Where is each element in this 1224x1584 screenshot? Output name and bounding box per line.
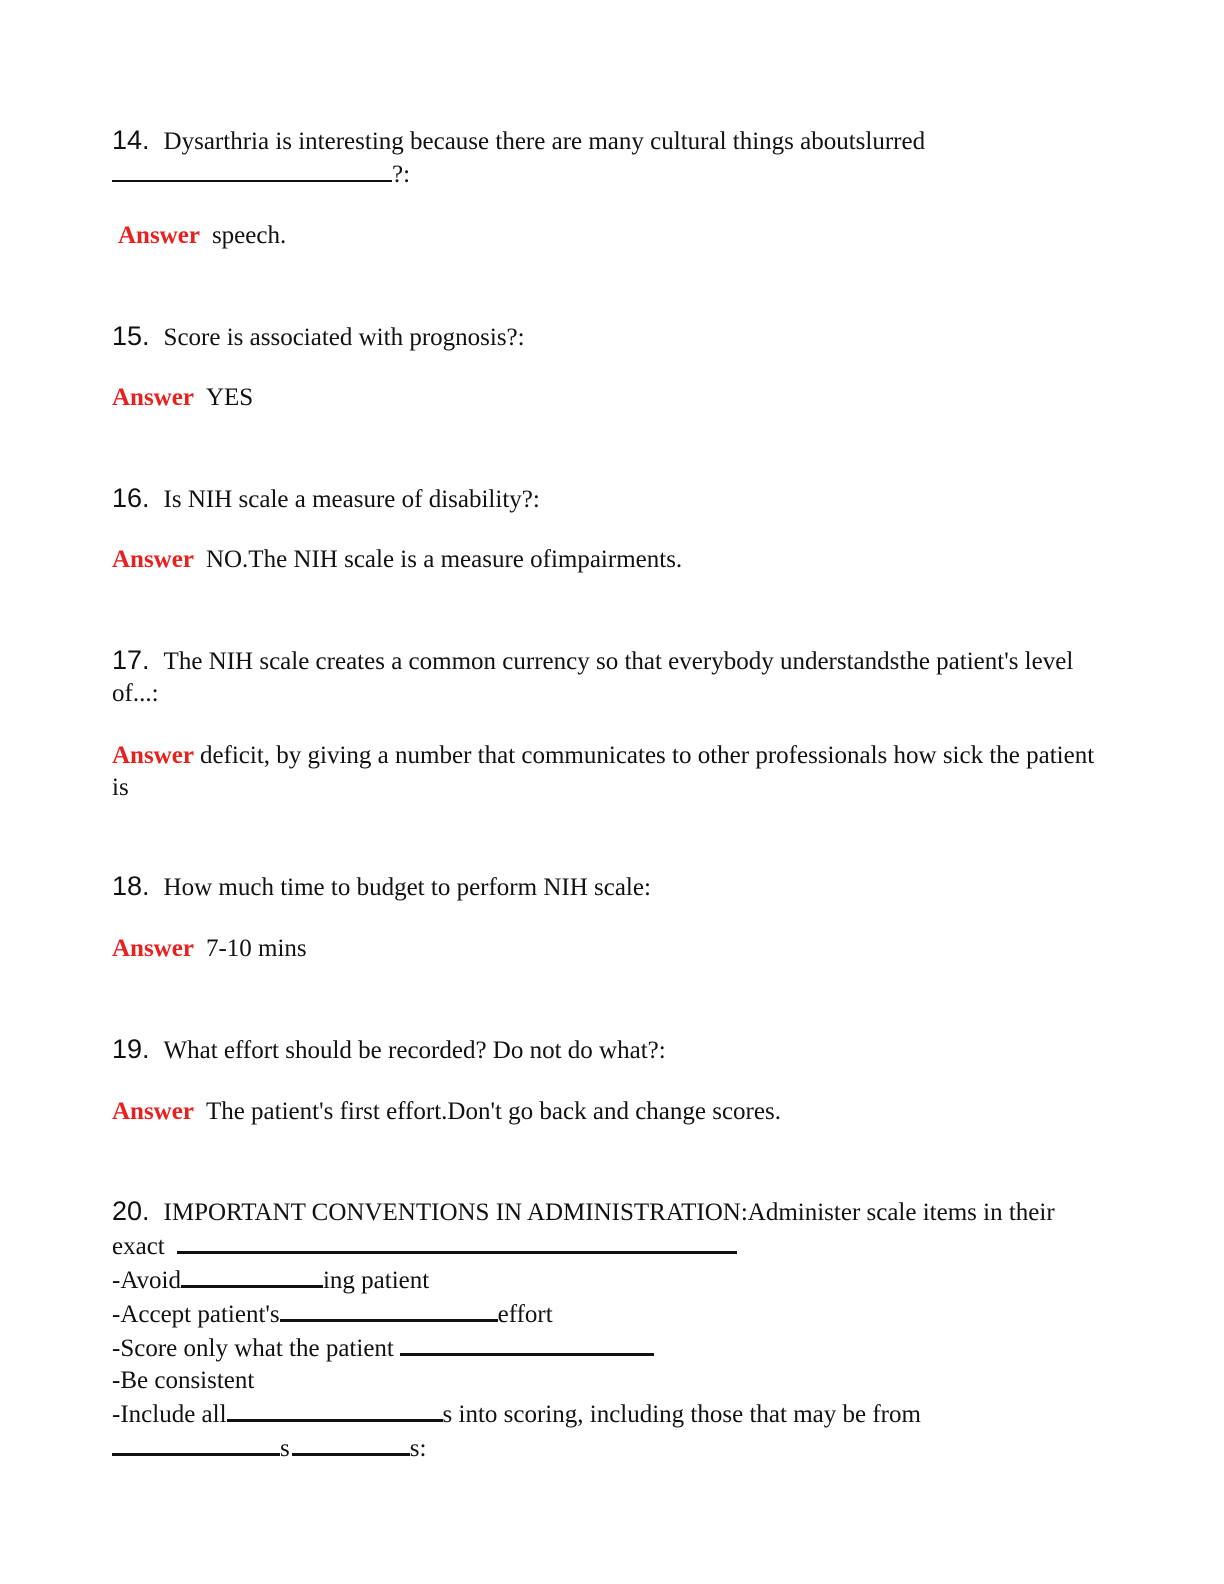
fill-blank: [177, 1229, 737, 1254]
fill-blank: [181, 1263, 323, 1288]
fill-blank: [227, 1397, 443, 1422]
question-19: [112, 1033, 1112, 1067]
question-text: Score is associated with prognosis?:: [163, 324, 525, 351]
answer-16: [112, 544, 1112, 576]
convention-line: [112, 1397, 1112, 1431]
line-text: -Include all: [112, 1401, 227, 1428]
answer-text: The patient's first effort.Don't go back and change scores.: [205, 1098, 781, 1125]
line-text: ing patient: [322, 1267, 430, 1294]
line-text: -Score only what the patient: [112, 1335, 394, 1362]
question-16: [112, 482, 1112, 516]
question-number: 18.: [112, 871, 150, 901]
answer-19: [112, 1096, 1112, 1128]
line-text: effort: [497, 1301, 553, 1328]
convention-line: [112, 1297, 1112, 1331]
answer-label: Answer: [112, 384, 194, 411]
answer-label: Answer: [112, 935, 194, 962]
answer-18: [112, 933, 1112, 965]
line-text: -Avoid: [112, 1267, 181, 1294]
question-14: [112, 124, 1112, 191]
answer-text: deficit, by giving a number that communicates to other professionals how sick the patient is: [112, 742, 1095, 801]
convention-line: [112, 1263, 1112, 1297]
fill-blank: [292, 1431, 410, 1456]
question-number: 19.: [112, 1034, 150, 1064]
answer-15: [112, 382, 1112, 414]
convention-line: [112, 1431, 1112, 1465]
line-text: s: [280, 1435, 290, 1462]
answer-17: [112, 740, 1102, 804]
convention-line: [112, 1365, 1112, 1397]
line-text: s into scoring, including those that may be from: [442, 1401, 921, 1428]
answer-label: Answer: [118, 222, 200, 249]
answer-text: YES: [205, 384, 254, 411]
fill-blank: [400, 1331, 654, 1356]
question-18: [112, 870, 1112, 904]
answer-label: Answer: [112, 546, 194, 573]
answer-14: [118, 220, 1118, 252]
answer-text: NO.The NIH scale is a measure ofimpairments.: [205, 546, 683, 573]
question-text: The NIH scale creates a common currency so that everybody understandsthe patient's level of...:: [112, 648, 1074, 707]
fill-blank: [112, 1431, 280, 1456]
question-text: Is NIH scale a measure of disability?:: [163, 486, 540, 513]
question-heading: IMPORTANT CONVENTIONS IN ADMINISTRATION:Administer scale items in their exact: [112, 1199, 1055, 1260]
question-20: [112, 1195, 1112, 1465]
question-text: Dysarthria is interesting because there are many cultural things aboutslurred: [163, 128, 926, 155]
question-number: 15.: [112, 321, 150, 351]
convention-line: [112, 1331, 1112, 1365]
answer-text: speech.: [211, 222, 287, 249]
question-text: How much time to budget to perform NIH scale:: [163, 874, 651, 901]
question-text-end: ?:: [392, 161, 411, 188]
question-number: 16.: [112, 483, 150, 513]
question-number: 20.: [112, 1196, 150, 1226]
line-text: -Be consistent: [112, 1367, 255, 1394]
question-17: [112, 644, 1112, 710]
answer-label: Answer: [112, 742, 194, 769]
question-number: 17.: [112, 645, 150, 675]
question-text: What effort should be recorded? Do not do what?:: [163, 1037, 666, 1064]
fill-blank: [112, 158, 392, 182]
question-15: [112, 320, 1112, 354]
line-text: s:: [409, 1435, 427, 1462]
line-text: -Accept patient's: [112, 1301, 280, 1328]
answer-text: 7-10 mins: [205, 935, 307, 962]
fill-blank: [280, 1297, 498, 1322]
question-number: 14.: [112, 125, 150, 155]
answer-label: Answer: [112, 1098, 194, 1125]
